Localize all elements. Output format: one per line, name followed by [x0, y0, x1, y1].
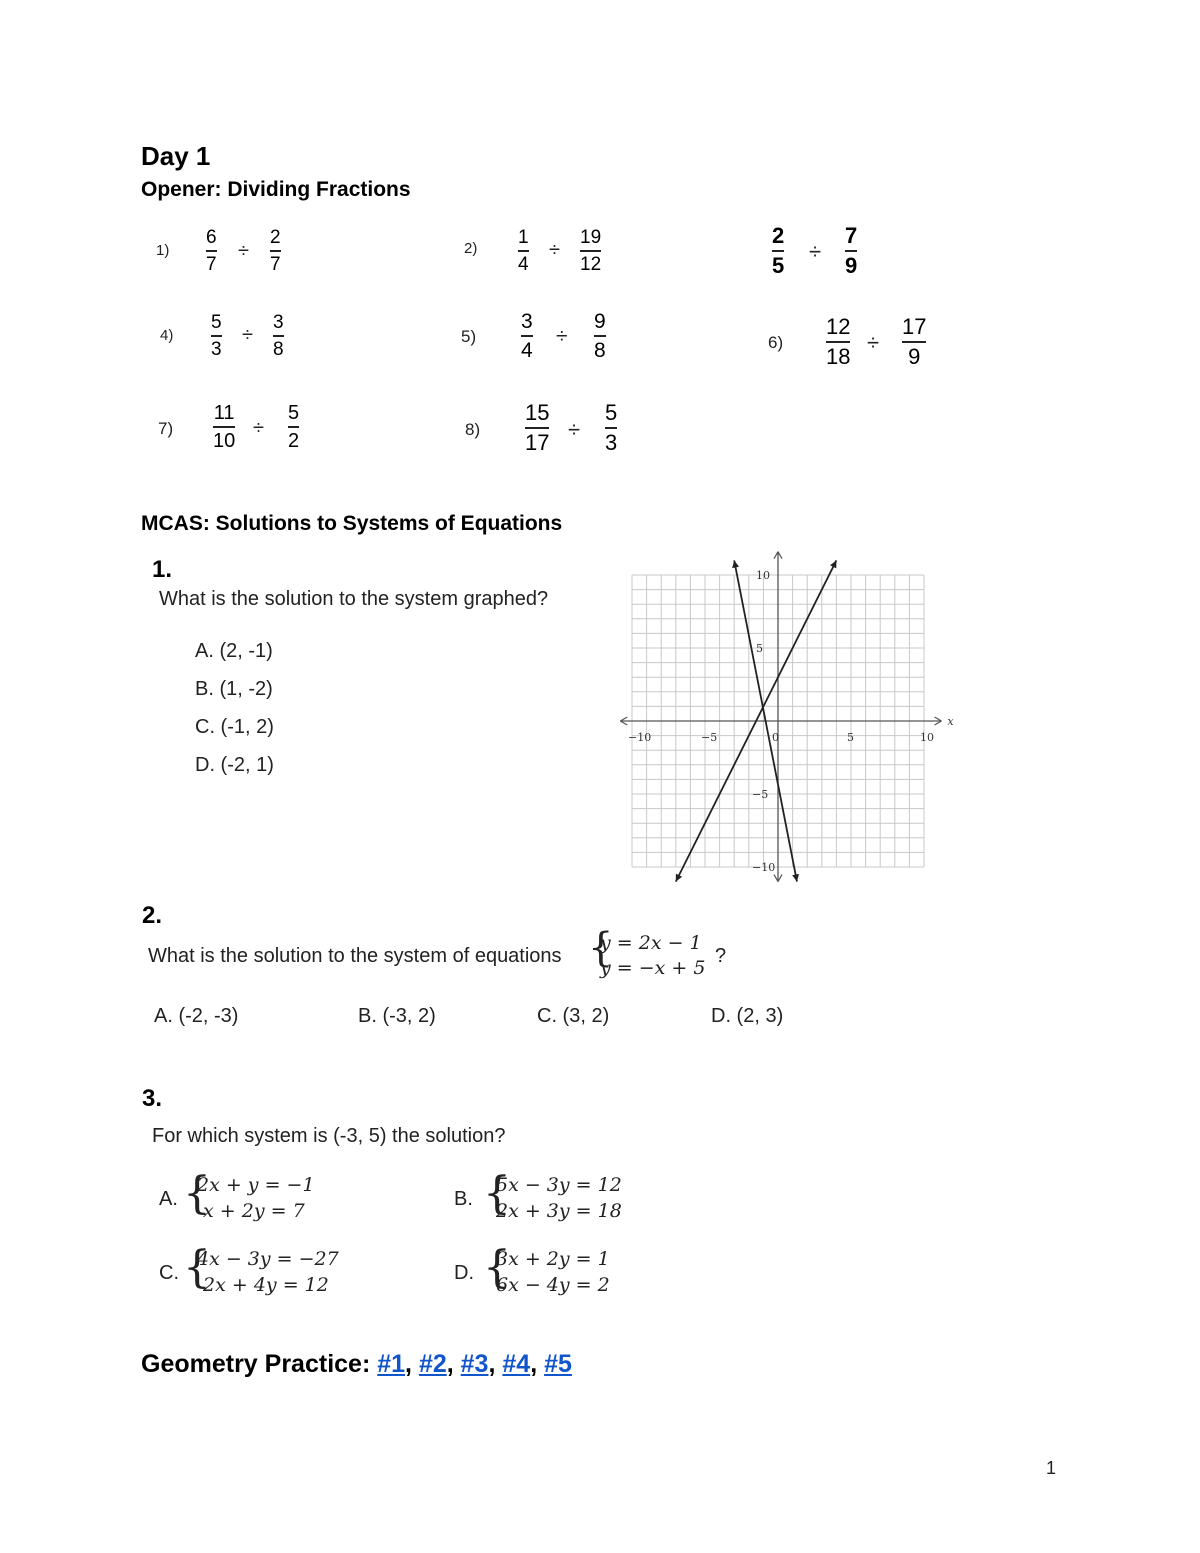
fraction: 7 9: [845, 223, 858, 278]
system-brace: {: [588, 925, 614, 971]
problem-label: 4): [160, 327, 174, 344]
question-2-number: 2.: [142, 902, 163, 929]
geometry-link-2[interactable]: #2: [418, 1350, 447, 1378]
y-tick-label: 5: [756, 642, 763, 655]
q3-option-d-eq2: 6x − 4y = 2: [496, 1274, 610, 1296]
q1-choice-a: A. (2, -1): [195, 640, 273, 662]
q3-option-c-eq1: 4x − 3y = −27: [197, 1248, 339, 1270]
system-brace: {: [483, 1242, 511, 1293]
day-title: Day 1: [141, 141, 211, 171]
fraction: 5 2: [288, 402, 300, 452]
q2-choice-a: A. (-2, -3): [154, 1005, 239, 1027]
divide-sign: ÷: [549, 239, 560, 261]
x-tick-label: 5: [847, 731, 854, 744]
fraction: 2 7: [270, 227, 281, 275]
q3-option-a-eq1: 2x + y = −1: [197, 1174, 315, 1196]
fraction: 19 12: [580, 227, 602, 275]
question-2-text: What is the solution to the system of equations: [148, 945, 562, 967]
problem-label: 6): [768, 333, 784, 352]
q3-option-c-eq2: 2x + 4y = 12: [197, 1274, 329, 1296]
graph-line-arrow: [792, 874, 799, 882]
divide-sign: ÷: [556, 325, 568, 348]
y-tick-label: −10: [752, 861, 776, 874]
question-1-text: What is the solution to the system graphed?: [159, 588, 549, 610]
link-separator: ,: [530, 1350, 545, 1378]
q3-option-a-eq2: x + 2y = 7: [197, 1200, 305, 1222]
link-separator: ,: [446, 1350, 461, 1378]
question-mark: ?: [715, 945, 727, 967]
fraction: 5 3: [605, 400, 618, 455]
x-tick-label: 0: [772, 731, 779, 744]
graph-axes: [620, 552, 941, 882]
q3-option-b-eq1: 5x − 3y = 12: [496, 1174, 622, 1196]
problem-label: 7): [158, 419, 174, 438]
q1-choice-b: B. (1, -2): [195, 678, 273, 700]
q2-equation-1: y = 2x − 1: [600, 932, 702, 954]
q2-choice-c: C. (3, 2): [537, 1005, 610, 1027]
q3-option-c-letter: C.: [159, 1262, 179, 1284]
q3-option-d-letter: D.: [454, 1262, 474, 1284]
graph-line-arrow: [732, 560, 739, 568]
q3-option-d-eq1: 3x + 2y = 1: [496, 1248, 610, 1270]
x-tick-label: 10: [920, 731, 934, 744]
q3-option-a-letter: A.: [159, 1188, 178, 1210]
problem-label: 2): [464, 240, 478, 257]
system-brace: {: [483, 1168, 511, 1219]
fraction: 17 9: [902, 314, 927, 369]
geometry-link-5[interactable]: #5: [544, 1350, 572, 1378]
x-tick-label: −10: [628, 731, 652, 744]
q2-equation-2: y = −x + 5: [600, 957, 706, 979]
q2-choice-b: B. (-3, 2): [358, 1005, 436, 1027]
fraction: 5 3: [211, 312, 222, 360]
geometry-link-1[interactable]: #1: [377, 1350, 406, 1378]
problem-label: 8): [465, 420, 481, 439]
fraction: 1 4: [518, 227, 529, 275]
system-brace: {: [183, 1168, 211, 1219]
opener-title: Opener: Dividing Fractions: [141, 178, 411, 201]
divide-sign: ÷: [238, 240, 249, 262]
q1-choice-c: C. (-1, 2): [195, 716, 274, 738]
divide-sign: ÷: [867, 330, 880, 355]
divide-sign: ÷: [568, 417, 581, 442]
x-axis-label: x: [947, 715, 954, 728]
x-tick-label: −5: [701, 731, 718, 744]
fraction: 2 5: [772, 223, 785, 278]
question-3-number: 3.: [142, 1085, 163, 1112]
problem-label: 1): [156, 242, 170, 259]
coordinate-graph: [600, 550, 970, 890]
fraction: 15 17: [525, 400, 550, 455]
q3-option-b-letter: B.: [454, 1188, 473, 1210]
fraction: 9 8: [594, 310, 606, 362]
geometry-link-4[interactable]: #4: [502, 1350, 531, 1378]
geometry-practice-label: Geometry Practice:: [141, 1350, 378, 1378]
q1-choice-d: D. (-2, 1): [195, 754, 274, 776]
page-number: 1: [1046, 1458, 1057, 1478]
link-separator: ,: [488, 1350, 503, 1378]
fraction: 6 7: [206, 227, 217, 275]
divide-sign: ÷: [253, 417, 264, 439]
divide-sign: ÷: [242, 324, 253, 346]
fraction: 3 4: [521, 310, 533, 362]
fraction: 11 10: [213, 402, 236, 452]
question-1-number: 1.: [152, 556, 173, 583]
mcas-title: MCAS: Solutions to Systems of Equations: [141, 512, 563, 535]
system-brace: {: [183, 1242, 211, 1293]
q2-choice-d: D. (2, 3): [711, 1005, 784, 1027]
y-tick-label: −5: [752, 788, 769, 801]
fraction: 3 8: [273, 312, 284, 360]
divide-sign: ÷: [809, 239, 822, 264]
geometry-link-3[interactable]: #3: [460, 1350, 489, 1378]
q3-option-b-eq2: 2x + 3y = 18: [496, 1200, 622, 1222]
geometry-practice: [141, 1350, 572, 1379]
fraction: 12 18: [826, 314, 851, 369]
question-3-text: For which system is (-3, 5) the solution?: [152, 1125, 506, 1147]
problem-label: 5): [461, 327, 477, 346]
y-tick-label: 10: [756, 569, 770, 582]
link-separator: ,: [405, 1350, 419, 1378]
